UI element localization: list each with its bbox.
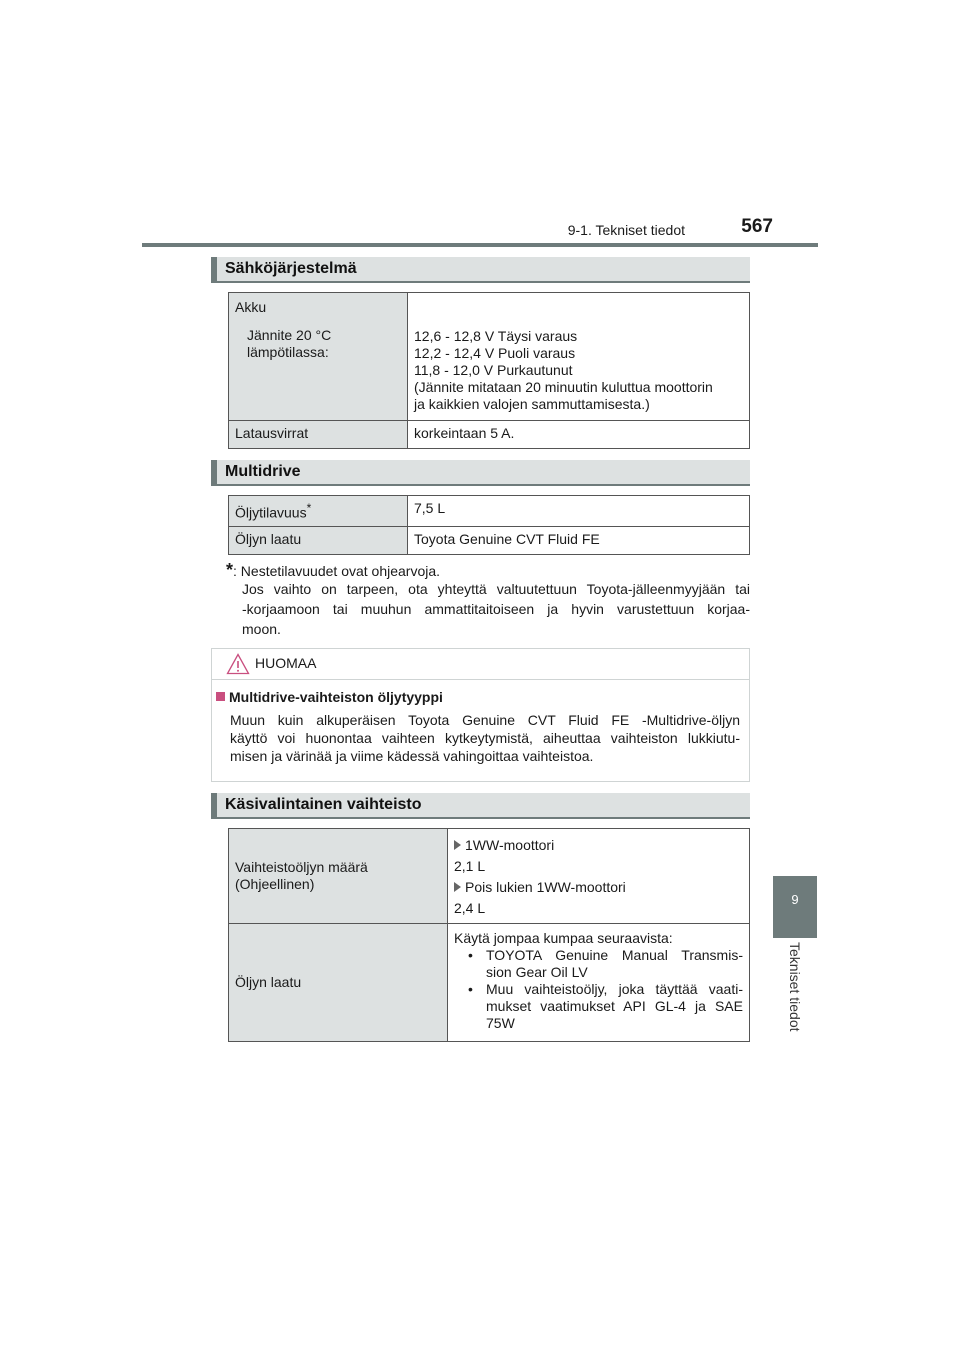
- caution-box: [211, 648, 750, 782]
- voltage-line: 12,2 - 12,4 V Puoli varaus: [414, 345, 576, 361]
- page-number: 567: [741, 216, 773, 237]
- header-rule: [142, 243, 818, 247]
- footnote-line: moon.: [242, 621, 281, 637]
- engine-variant-label: Pois lukien 1WW-moottori: [465, 879, 626, 895]
- charging-value: korkeintaan 5 A.: [414, 425, 515, 441]
- section-heading-electrical: [211, 257, 750, 283]
- battery-label-cell: [229, 293, 408, 421]
- oil-option-line: TOYOTA Genuine Manual Transmis-: [486, 947, 743, 963]
- caution-line: Muun kuin alkuperäisen Toyota Genuine CVT Fluid FE -Multidrive-öljyn: [230, 712, 740, 728]
- footnote-asterisk: *: [226, 560, 234, 580]
- charging-label-cell: [229, 421, 408, 449]
- arrow-right-icon: [454, 882, 461, 892]
- caution-subheading-text: Multidrive-vaihteiston öljytyyppi: [229, 689, 443, 705]
- footnote-line: : Nestetilavuudet ovat ohjearvoja.: [233, 563, 441, 579]
- quality-value: Toyota Genuine CVT Fluid FE: [414, 530, 600, 547]
- caution-subheading: [216, 689, 443, 705]
- quality-label: Öljyn laatu: [235, 530, 302, 547]
- section-heading-manual: [211, 793, 750, 819]
- heading-text: Sähköjärjestelmä: [225, 260, 357, 277]
- engine-variant-value: 2,1 L: [454, 858, 486, 874]
- oil-quality-label-cell: [229, 924, 448, 1042]
- oil-quality-intro: Käytä jompaa kumpaa seuraavista:: [454, 930, 673, 946]
- footnote-line: -korjaamoon tai muuhun ammattitaitoiseen ja hyvin varustettuun korjaa-: [242, 601, 750, 617]
- caution-body: [230, 711, 740, 765]
- oil-quality-value-cell: [448, 924, 750, 1042]
- oil-option-line: sion Gear Oil LV: [486, 964, 588, 980]
- capacity-label: Öljytilavuus: [235, 504, 307, 521]
- battery-label: Akku: [235, 299, 267, 315]
- footnote: [226, 560, 750, 639]
- warning-triangle-icon: [226, 653, 250, 675]
- voltage-label: Jännite 20 °C: [247, 327, 332, 343]
- bullet-dot: •: [468, 981, 473, 997]
- oil-option-line: 75W: [486, 1015, 515, 1031]
- caution-line: käyttö voi huonontaa vaihteen kytkeytymistä, aiheuttaa vaihteiston lukkiutu-: [230, 730, 740, 746]
- chapter-label: Tekniset tiedot: [787, 942, 803, 1032]
- heading-text: Käsivalintainen vaihteisto: [225, 796, 422, 813]
- voltage-line: 11,8 - 12,0 V Purkautunut: [414, 362, 573, 378]
- section-title: 9-1. Tekniset tiedot: [567, 222, 685, 238]
- voltage-line: 12,6 - 12,8 V Täysi varaus: [414, 328, 578, 344]
- oil-option-line: mukset vaatimukset API GL-4 ja SAE: [486, 998, 743, 1014]
- capacity-value: 7,5 L: [414, 500, 446, 516]
- oil-option: [454, 947, 743, 981]
- heading-text: Multidrive: [225, 463, 301, 480]
- arrow-right-icon: [454, 840, 461, 850]
- bullet-dot: •: [468, 947, 473, 963]
- capacity-label-cell: [229, 496, 408, 527]
- quality-label-cell: [229, 526, 408, 554]
- engine-variant-value: 2,4 L: [454, 900, 486, 916]
- section-heading-multidrive: [211, 460, 750, 486]
- voltage-label-2: lämpötilassa:: [247, 344, 329, 360]
- charging-value-cell: [408, 421, 750, 449]
- voltage-value-cell: [408, 293, 750, 421]
- manual-table: [228, 828, 750, 1042]
- capacity-value-cell: [408, 496, 750, 527]
- oil-amount-label-cell: [229, 829, 448, 924]
- chapter-number: 9: [791, 892, 799, 907]
- footnote-marker: *: [306, 501, 312, 515]
- engine-variant: [454, 877, 743, 898]
- multidrive-table: [228, 495, 750, 555]
- oil-amount-label: Vaihteistoöljyn määrä: [235, 859, 368, 875]
- voltage-line: ja kaikkien valojen sammuttamisesta.): [414, 396, 650, 412]
- oil-amount-value-cell: [448, 829, 750, 924]
- engine-variant: [454, 835, 743, 856]
- oil-quality-label: Öljyn laatu: [235, 974, 302, 990]
- quality-value-cell: [408, 526, 750, 554]
- caution-line: misen ja värinää ja viime kädessä vahingoittaa vaihteistoa.: [230, 748, 594, 764]
- oil-option-line: Muu vaihteistoöljy, joka täyttää vaati-: [486, 981, 743, 997]
- electrical-table: [228, 292, 750, 449]
- caution-header: [212, 649, 749, 680]
- oil-option: [454, 981, 743, 1032]
- engine-variant-label: 1WW-moottori: [465, 837, 555, 853]
- footnote-line: Jos vaihto on tarpeen, ota yhteyttä valtuutettuun Toyota-jälleenmyyjään tai: [242, 581, 750, 597]
- chapter-tab: [773, 876, 817, 938]
- charging-label: Latausvirrat: [235, 425, 309, 441]
- square-bullet-icon: [216, 692, 225, 701]
- oil-amount-label-2: (Ohjeellinen): [235, 876, 315, 892]
- voltage-line: (Jännite mitataan 20 minuutin kuluttua moottorin: [414, 379, 713, 395]
- caution-title: HUOMAA: [255, 655, 317, 671]
